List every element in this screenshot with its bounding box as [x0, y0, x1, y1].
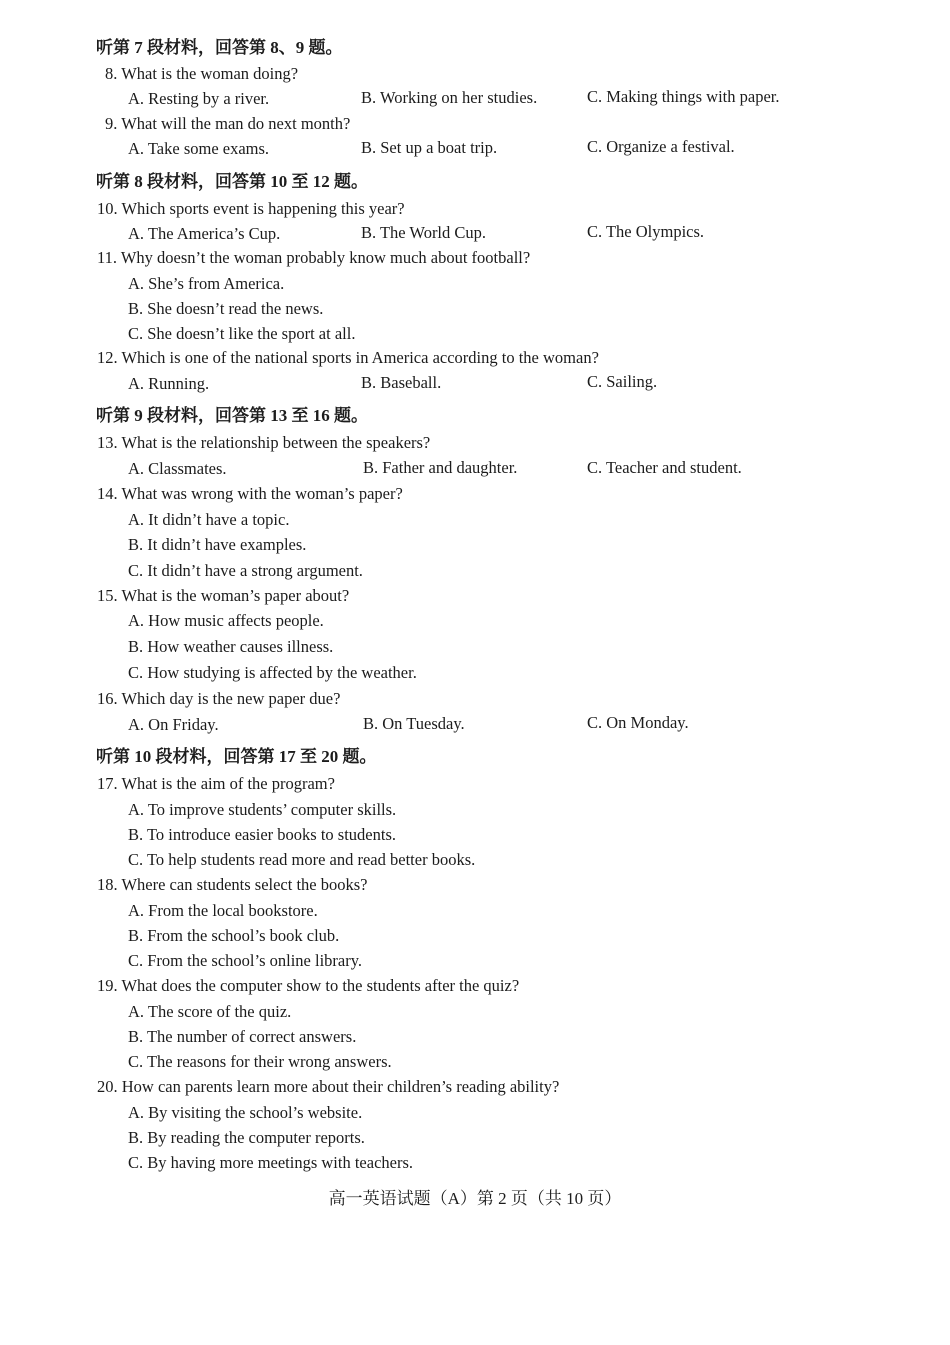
question-20-option-c: C. By having more meetings with teachers. [128, 1153, 414, 1172]
question-19: 19. What does the computer show to the students after the quiz? [97, 976, 520, 995]
question-15-option-a: A. How music affects people. [128, 611, 324, 630]
question-12-option-c: C. Sailing. [587, 372, 658, 391]
question-12-option-a: A. Running. [128, 374, 210, 393]
question-11: 11. Why doesn’t the woman probably know much about football? [97, 248, 531, 267]
section-heading-10: 听第 10 段材料，回答第 17 至 20 题。 [96, 747, 377, 766]
question-17: 17. What is the aim of the program? [97, 774, 335, 793]
question-9-option-b: B. Set up a boat trip. [361, 138, 498, 157]
question-11-option-b: B. She doesn’t read the news. [128, 299, 324, 318]
question-20-option-b: B. By reading the computer reports. [128, 1128, 365, 1147]
question-11-option-c: C. She doesn’t like the sport at all. [128, 324, 356, 343]
question-9-option-c: C. Organize a festival. [587, 137, 735, 156]
question-16-option-c: C. On Monday. [587, 713, 689, 732]
question-16-option-a: A. On Friday. [128, 715, 219, 734]
question-14-option-a: A. It didn’t have a topic. [128, 510, 290, 529]
question-17-option-b: B. To introduce easier books to students. [128, 825, 397, 844]
question-16-option-b: B. On Tuesday. [363, 714, 465, 733]
question-10: 10. Which sports event is happening this year? [97, 199, 405, 218]
page-footer: 高一英语试题（A）第 2 页（共 10 页） [328, 1189, 622, 1208]
question-15-option-c: C. How studying is affected by the weather. [128, 663, 417, 682]
question-11-option-a: A. She’s from America. [128, 274, 285, 293]
question-18: 18. Where can students select the books? [97, 875, 368, 894]
question-9-option-a: A. Take some exams. [128, 139, 270, 158]
question-18-option-b: B. From the school’s book club. [128, 926, 340, 945]
question-8-option-a: A. Resting by a river. [128, 89, 270, 108]
question-14-option-c: C. It didn’t have a strong argument. [128, 561, 363, 580]
question-12: 12. Which is one of the national sports in America according to the woman? [97, 348, 599, 367]
question-17-option-c: C. To help students read more and read better books. [128, 850, 476, 869]
question-15-option-b: B. How weather causes illness. [128, 637, 334, 656]
question-19-option-b: B. The number of correct answers. [128, 1027, 357, 1046]
question-18-option-c: C. From the school’s online library. [128, 951, 363, 970]
section-heading-7: 听第 7 段材料，回答第 8、9 题。 [96, 38, 343, 57]
question-16: 16. Which day is the new paper due? [97, 689, 341, 708]
section-heading-8: 听第 8 段材料，回答第 10 至 12 题。 [96, 172, 368, 191]
question-10-option-c: C. The Olympics. [587, 222, 705, 241]
question-8: 8. What is the woman doing? [105, 64, 299, 83]
question-14-option-b: B. It didn’t have examples. [128, 535, 307, 554]
question-12-option-b: B. Baseball. [361, 373, 442, 392]
question-10-option-a: A. The America’s Cup. [128, 224, 281, 243]
question-9: 9. What will the man do next month? [105, 114, 351, 133]
question-13-option-a: A. Classmates. [128, 459, 227, 478]
question-18-option-a: A. From the local bookstore. [128, 901, 318, 920]
question-15: 15. What is the woman’s paper about? [97, 586, 350, 605]
question-13-option-c: C. Teacher and student. [587, 458, 742, 477]
question-19-option-c: C. The reasons for their wrong answers. [128, 1052, 392, 1071]
question-8-option-b: B. Working on her studies. [361, 88, 538, 107]
question-20: 20. How can parents learn more about their children’s reading ability? [97, 1077, 560, 1096]
question-17-option-a: A. To improve students’ computer skills. [128, 800, 397, 819]
section-heading-9: 听第 9 段材料，回答第 13 至 16 题。 [96, 406, 368, 425]
question-19-option-a: A. The score of the quiz. [128, 1002, 292, 1021]
question-10-option-b: B. The World Cup. [361, 223, 487, 242]
question-8-option-c: C. Making things with paper. [587, 87, 780, 106]
question-13-option-b: B. Father and daughter. [363, 458, 518, 477]
question-20-option-a: A. By visiting the school’s website. [128, 1103, 363, 1122]
question-14: 14. What was wrong with the woman’s paper? [97, 484, 403, 503]
question-13: 13. What is the relationship between the speakers? [97, 433, 431, 452]
